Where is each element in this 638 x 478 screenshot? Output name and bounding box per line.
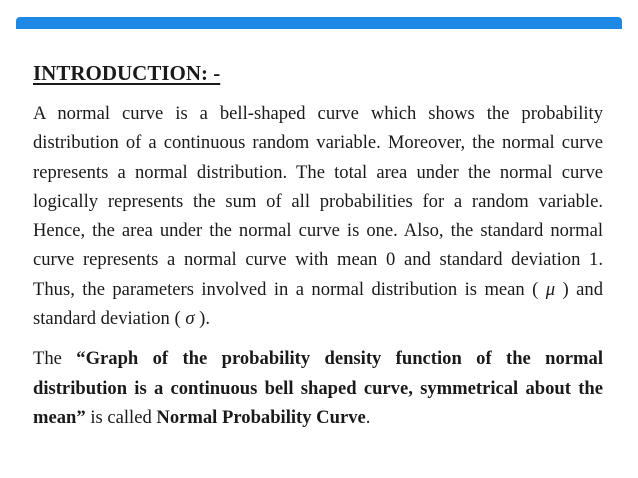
intro-paragraph <box>33 99 603 333</box>
slide-content <box>33 60 603 432</box>
sigma-symbol: σ <box>185 308 195 330</box>
definition-paragraph <box>33 344 603 432</box>
definition-term: Normal Probability Curve <box>156 406 366 428</box>
definition-text-2: is called <box>85 406 157 428</box>
header-accent-bar <box>16 17 622 29</box>
intro-text-3: ). <box>199 308 210 330</box>
definition-text-1: The <box>33 348 77 370</box>
intro-text-1: A normal curve is a bell-shaped curve which shows the probability distribution of a continuous random variable. Moreover, the normal curve represents a normal distribution. The total area under the normal curve logically represents the sum of all probabilities for a random variable. Hence, the area under the normal curve is one. Also, the standard normal curve represents a normal curve with mean 0 and standard deviation 1. Thus, the parameters involved in a normal distribution is mean ( <box>33 103 603 300</box>
definition-quote: “Graph of the probability density function of the normal distribution is a continuous bell shaped curve, symmetrical about the mean” <box>33 348 603 428</box>
mu-symbol: μ <box>545 278 556 300</box>
intro-text-2: ) and standard deviation ( <box>33 278 603 330</box>
section-heading: INTRODUCTION: - <box>33 61 221 85</box>
definition-text-3: . <box>365 406 371 428</box>
